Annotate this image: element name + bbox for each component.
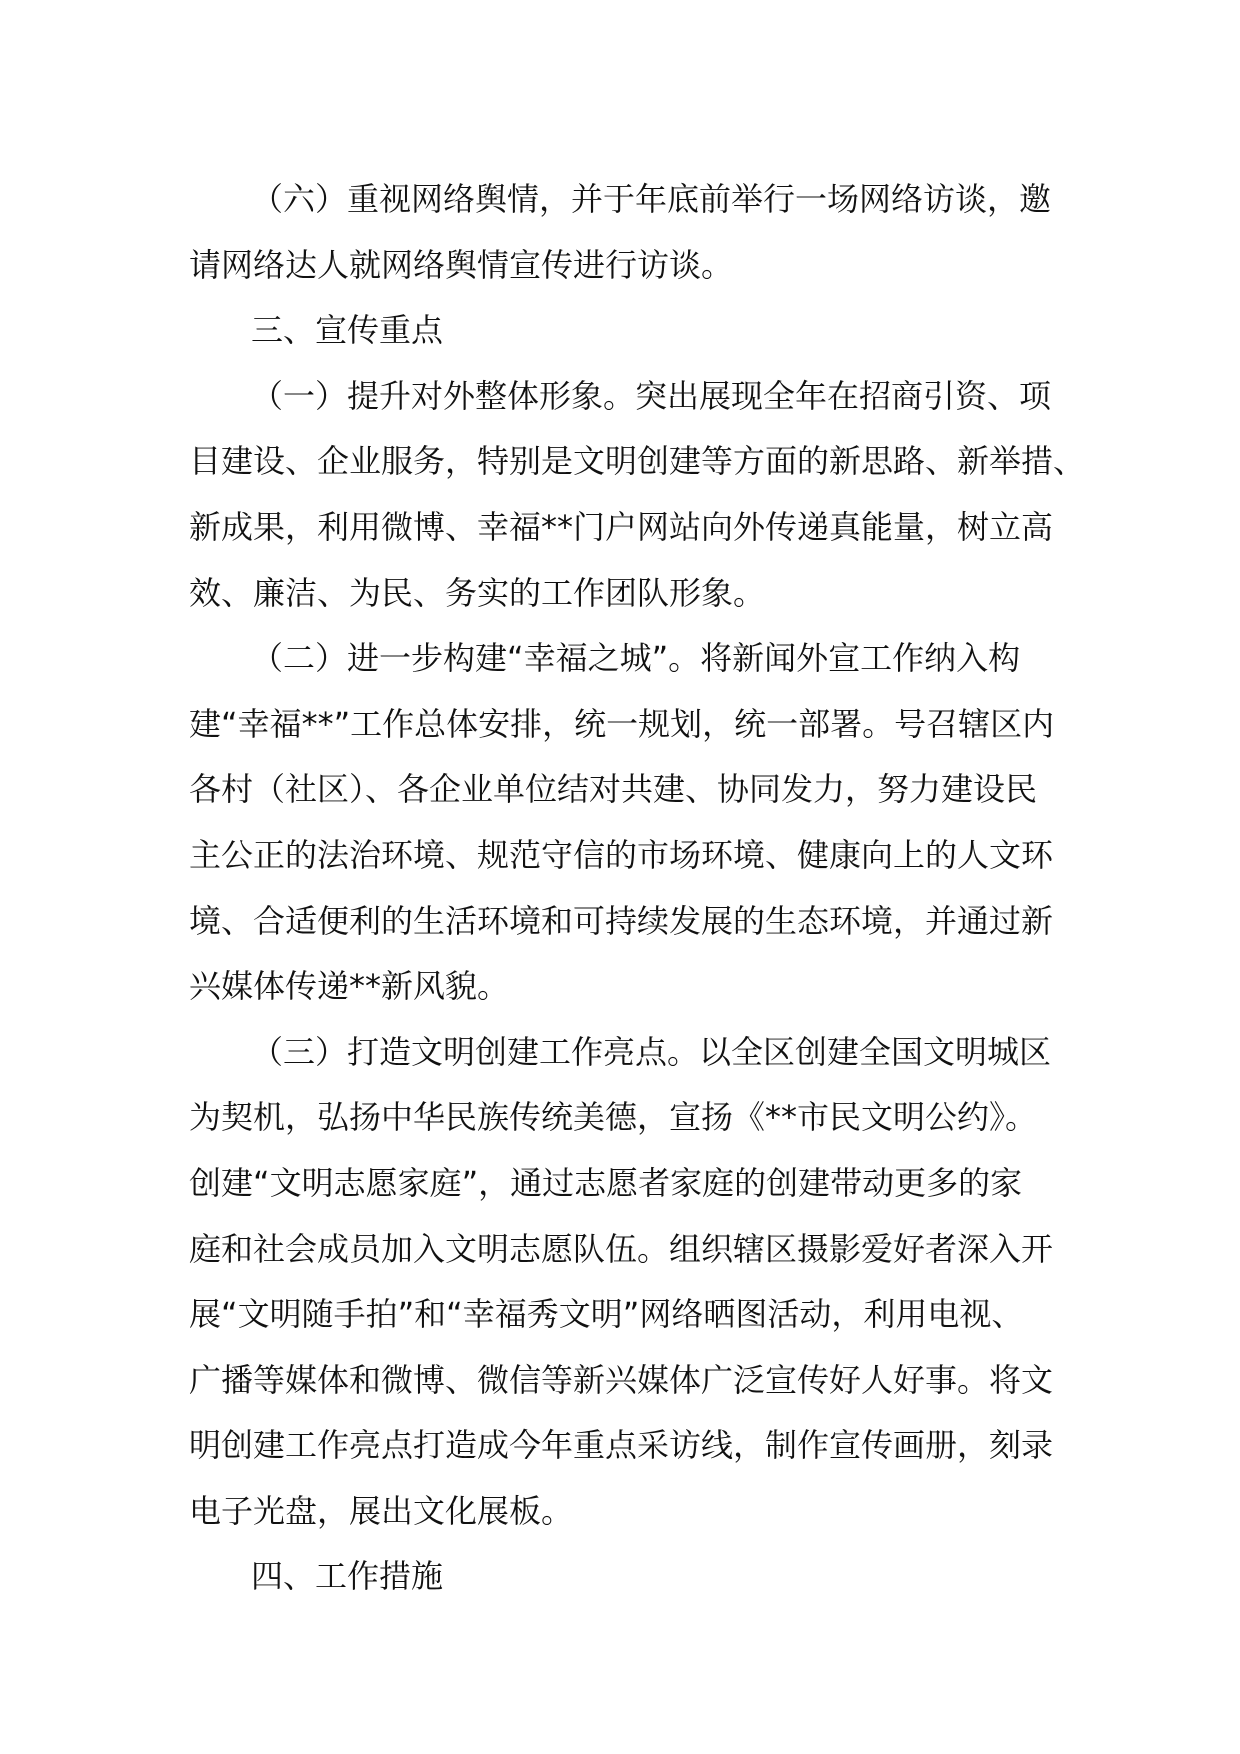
paragraph-line: 展“文明随手拍”和“幸福秀文明”网络晒图活动，利用电视、 xyxy=(189,1295,1024,1334)
paragraph-line: （二）进一步构建“幸福之城”。将新闻外宣工作纳入构 xyxy=(251,639,1021,678)
paragraph-line: 电子光盘，展出文化展板。 xyxy=(189,1491,574,1530)
paragraph-line: 为契机，弘扬中华民族传统美德，宣扬《**市民文明公约》。 xyxy=(189,1098,1038,1137)
paragraph-line: 明创建工作亮点打造成今年重点采访线，制作宣传画册，刻录 xyxy=(189,1426,1054,1465)
paragraph-line: 境、合适便利的生活环境和可持续发展的生态环境，并通过新 xyxy=(189,901,1054,940)
paragraph-line: 各村（社区）、各企业单位结对共建、协同发力，努力建设民 xyxy=(189,770,1038,809)
section-heading: 四、工作措施 xyxy=(251,1557,444,1596)
paragraph-line: （六）重视网络舆情，并于年底前举行一场网络访谈，邀 xyxy=(251,180,1052,218)
section-heading: 三、宣传重点 xyxy=(251,311,444,350)
paragraph-line: 新成果，利用微博、幸福**门户网站向外传递真能量，树立高 xyxy=(189,507,1054,546)
document-body xyxy=(189,167,1089,1610)
paragraph-line: 庭和社会成员加入文明志愿队伍。组织辖区摄影爱好者深入开 xyxy=(189,1229,1054,1268)
paragraph-line: 兴媒体传递**新风貌。 xyxy=(189,967,510,1006)
paragraph-line: 主公正的法治环境、规范守信的市场环境、健康向上的人文环 xyxy=(189,835,1054,874)
paragraph-line: （三）打造文明创建工作亮点。以全区创建全国文明城区 xyxy=(251,1032,1052,1071)
paragraph-line: 目建设、企业服务，特别是文明创建等方面的新思路、新举措、 xyxy=(189,442,1086,481)
paragraph-line: 建“幸福**”工作总体安排，统一规划，统一部署。号召辖区内 xyxy=(189,704,1055,743)
paragraph-line: 广播等媒体和微博、微信等新兴媒体广泛宣传好人好事。将文 xyxy=(189,1360,1054,1399)
paragraph-line: （一）提升对外整体形象。突出展现全年在招商引资、项 xyxy=(251,376,1052,415)
paragraph-line: 请网络达人就网络舆情宣传进行访谈。 xyxy=(189,245,734,284)
paragraph-line: 创建“文明志愿家庭”，通过志愿者家庭的创建带动更多的家 xyxy=(189,1163,1023,1202)
paragraph-line: 效、廉洁、为民、务实的工作团队形象。 xyxy=(189,573,766,612)
